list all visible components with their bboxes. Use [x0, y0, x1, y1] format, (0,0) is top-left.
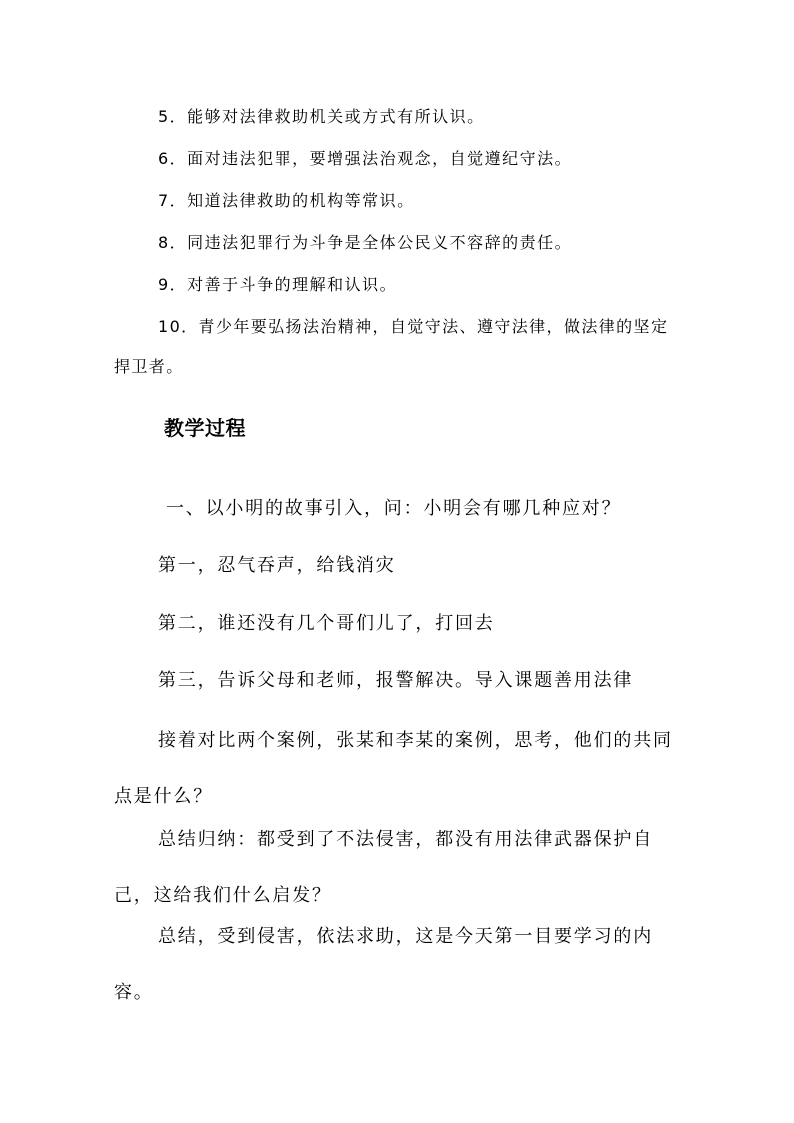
- section-heading: 教学过程: [164, 416, 246, 440]
- objective-item-5: 5．能够对法律救助机关或方式有所认识。: [158, 107, 485, 126]
- process-option-2: 第二，谁还没有几个哥们儿了，打回去: [158, 613, 495, 634]
- process-summary-paragraph: 总结归纳：都受到了不法侵害，都没有用法律武器保护自己，这给我们什么启发？: [114, 829, 653, 906]
- process-conclusion-paragraph: 总结，受到侵害，依法求助，这是今天第一目要学习的内容。: [114, 926, 653, 1003]
- process-compare-paragraph: 接着对比两个案例，张某和李某的案例，思考，他们的共同点是什么？: [114, 730, 673, 807]
- objective-item-8: 8．同违法犯罪行为斗争是全体公民义不容辞的责任。: [158, 233, 573, 252]
- objective-item-10: 10．青少年要弘扬法治精神，自觉守法、遵守法律，做法律的坚定捍卫者。: [114, 317, 669, 376]
- objective-item-7: 7．知道法律救助的机构等常识。: [158, 191, 415, 210]
- process-option-3: 第三，告诉父母和老师，报警解决。导入课题善用法律: [158, 670, 634, 691]
- objective-item-6: 6．面对违法犯罪，要增强法治观念，自觉遵纪守法。: [158, 149, 573, 168]
- process-option-1: 第一，忍气吞声，给钱消灾: [158, 555, 396, 576]
- objective-item-9: 9．对善于斗争的理解和认识。: [158, 275, 398, 294]
- process-intro: 一、以小明的故事引入，问：小明会有哪几种应对？: [166, 498, 622, 519]
